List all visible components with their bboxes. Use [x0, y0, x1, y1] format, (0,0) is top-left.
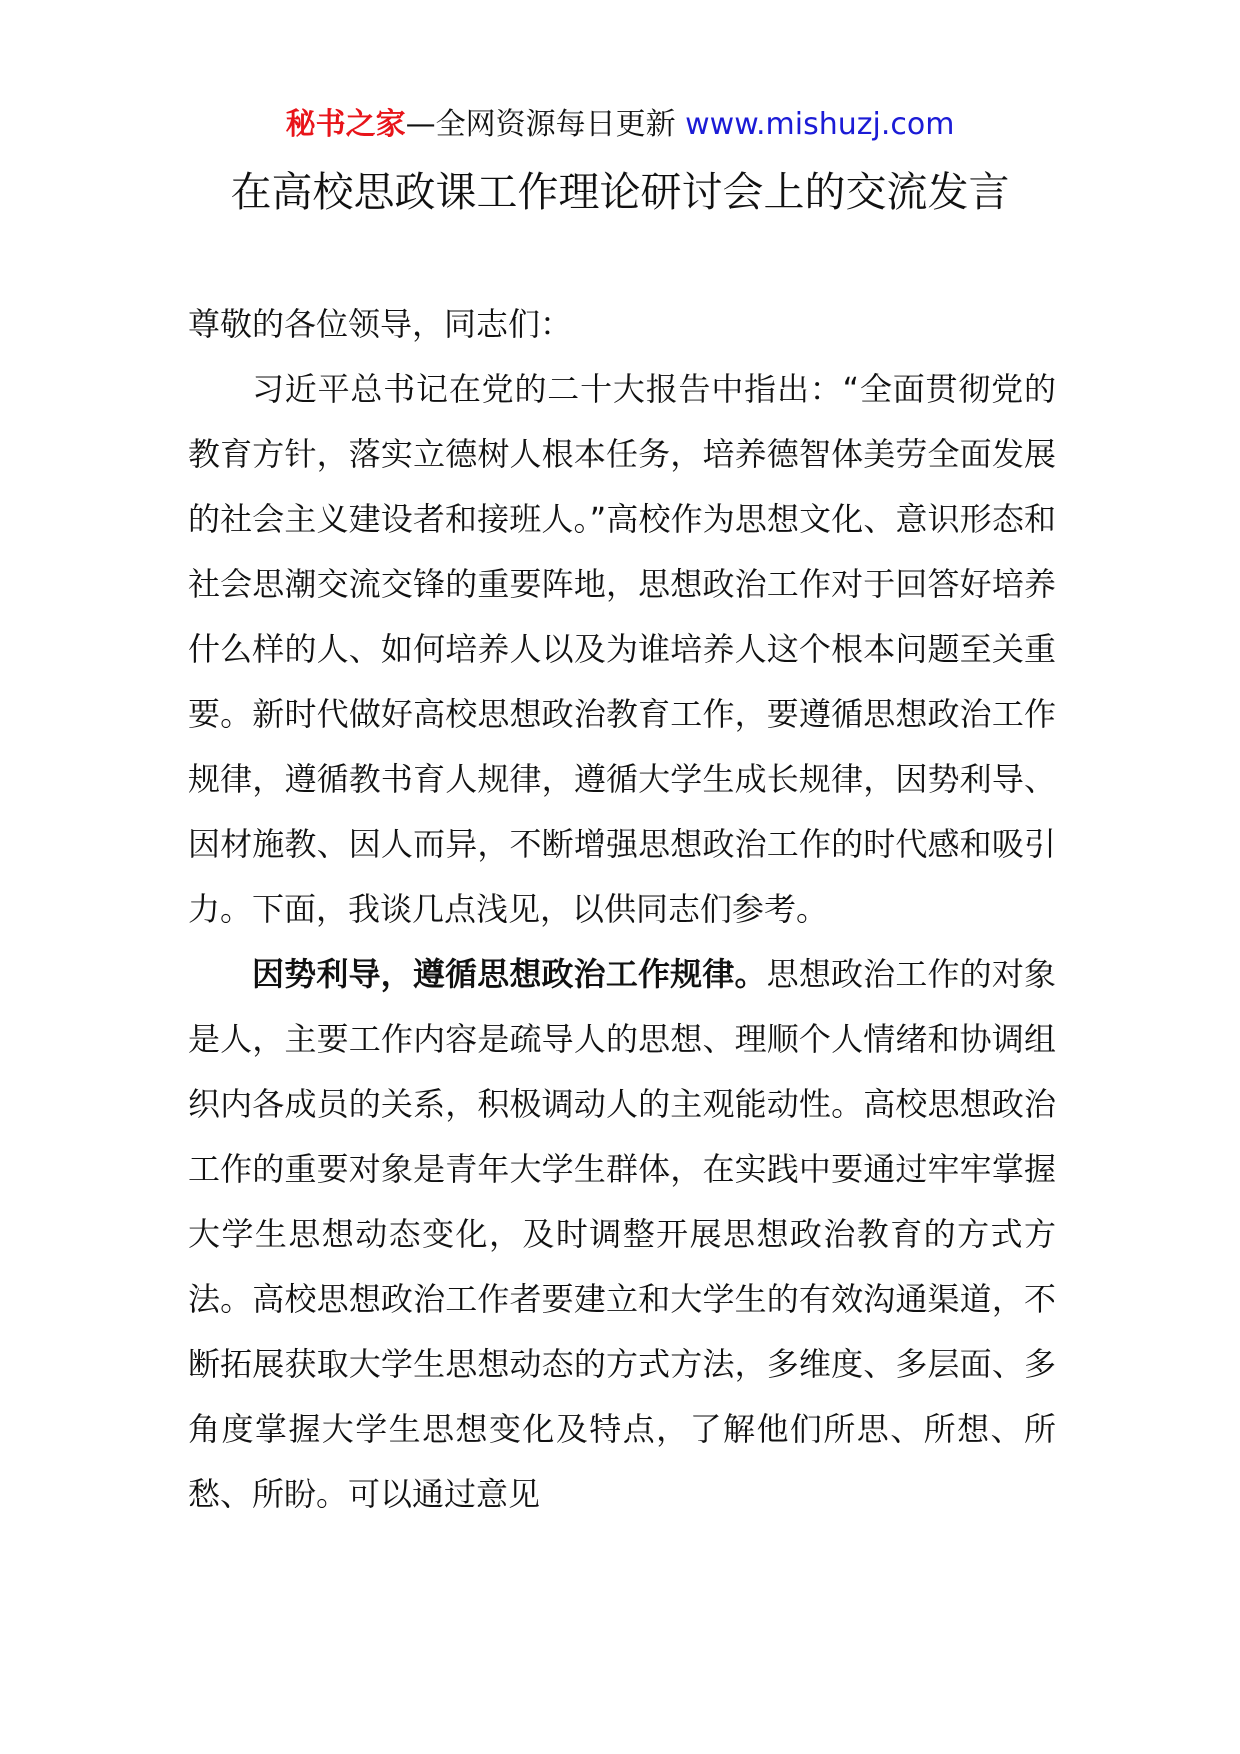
document-title: 在高校思政课工作理论研讨会上的交流发言 — [230, 168, 1010, 216]
paragraph-intro: 习近平总书记在党的二十大报告中指出：“全面贯彻党的教育方针，落实立德树人根本任务，培养德智体美劳全面发展的社会主义建设者和接班人。”高校作为思想文化、意识形态和社会思潮交流交锋的重要阵地，思想政治工作对于回答好培养什么样的人、如何培养人以及为谁培养人这个根本问题至关重要。新时代做好高校思想政治教育工作，要遵循思想政治工作规律，遵循教书育人规律，遵循大学生成长规律，因势利导、因材施教、因人而异，不断增强思想政治工作的时代感和吸引力。下面，我谈几点浅见，以供同志们参考。 — [188, 370, 1056, 928]
salutation: 尊敬的各位领导，同志们： — [188, 305, 573, 343]
section-body-text: 思想政治工作的对象是人，主要工作内容是疏导人的思想、理顺个人情绪和协调组织内各成员的关系，积极调动人的主观能动性。高校思想政治工作的重要对象是青年大学生群体，在实践中要通过牢牢掌握大学生思想动态变化，及时调整开展思想政治教育的方式方法。高校思想政治工作者要建立和大学生的有效沟通渠道，不断拓展获取大学生思想动态的方式方法，多维度、多层面、多角度掌握大学生思想变化及特点，了解他们所思、所想、所愁、所盼。可以通过意见 — [188, 955, 1056, 1513]
brand-name: 秘书之家 — [285, 107, 406, 142]
site-url-link[interactable]: www.mishuzj.com — [685, 107, 955, 142]
section-heading-phrase: 因势利导，遵循思想政治工作规律。 — [252, 955, 767, 993]
site-header-banner — [0, 100, 1240, 150]
paragraph-section-1 — [188, 942, 1056, 1527]
header-tagline: —全网资源每日更新 — [405, 107, 686, 142]
document-body — [188, 292, 1056, 1527]
